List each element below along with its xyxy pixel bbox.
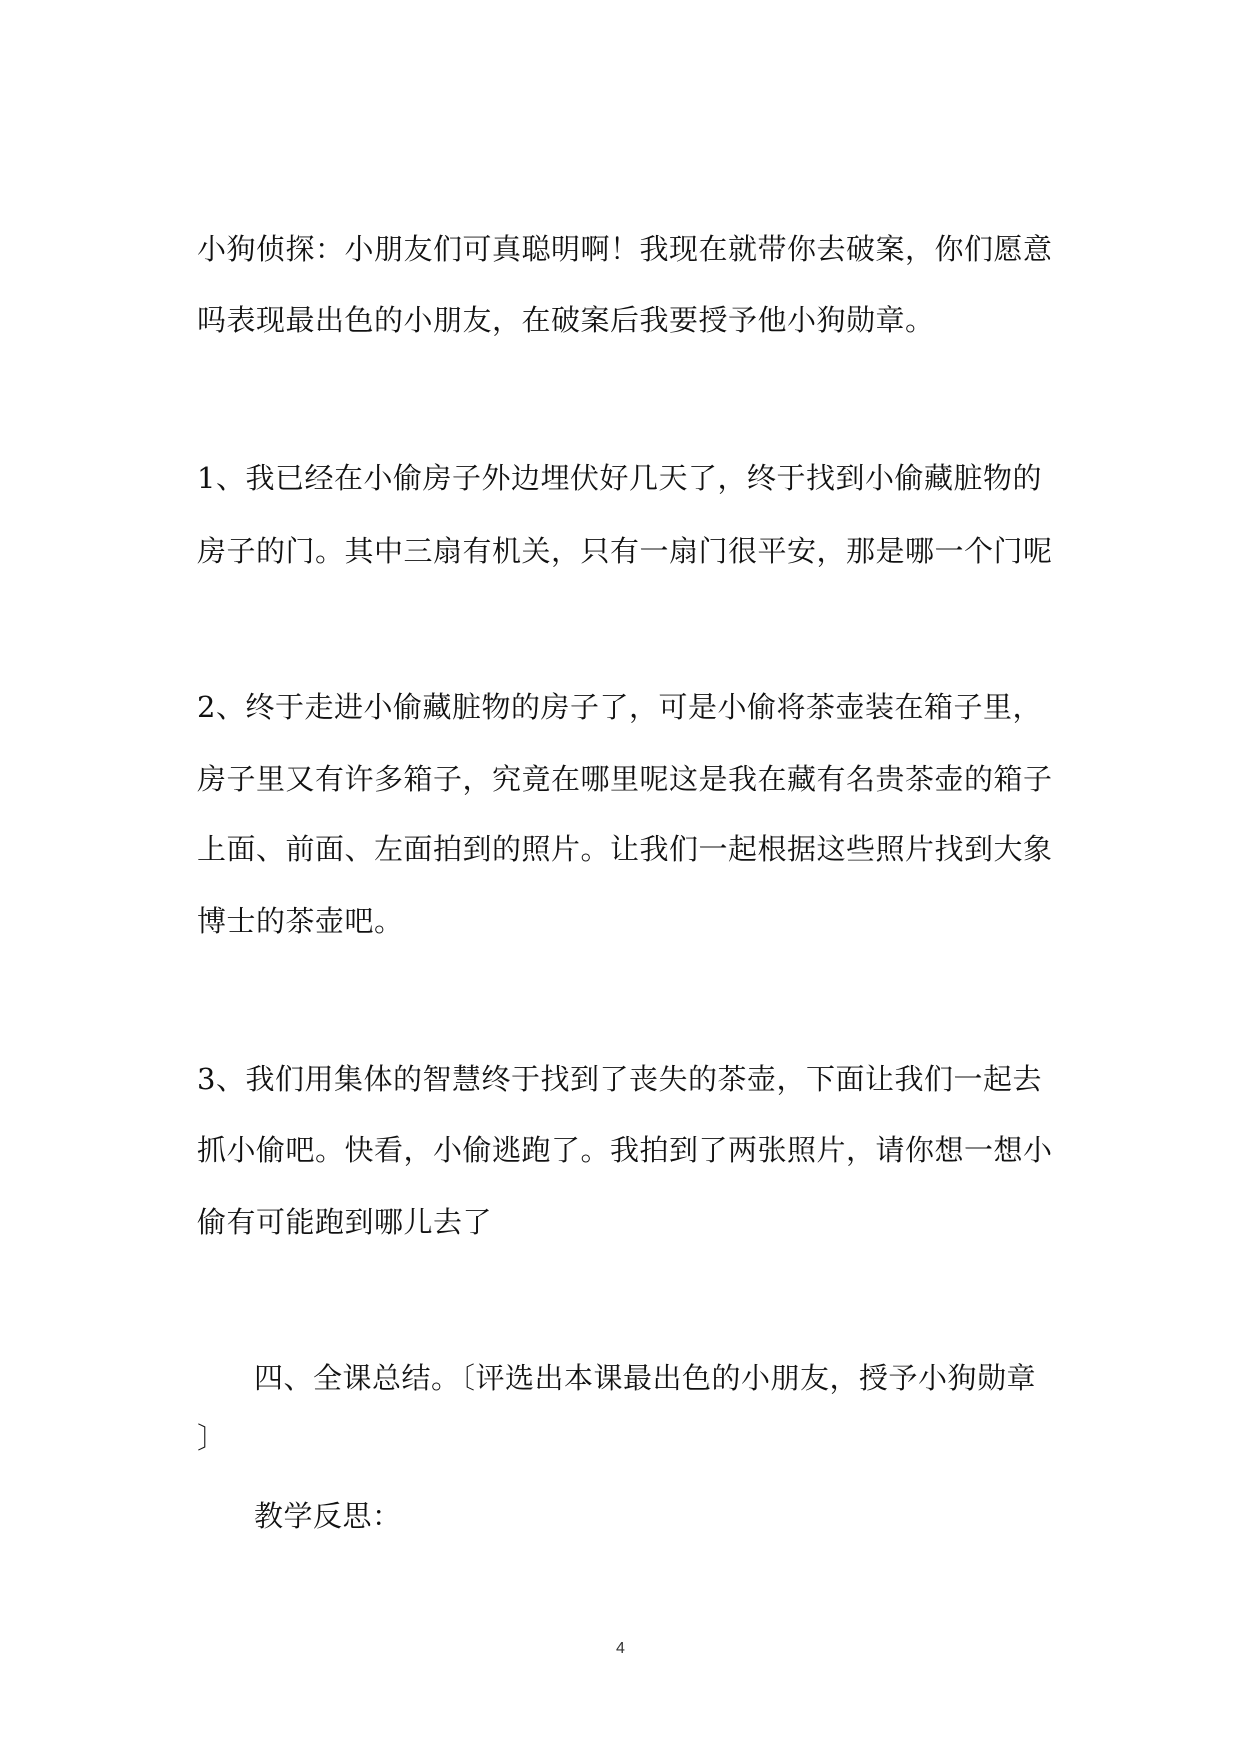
- intro-line-2: 吗表现最出色的小朋友，在破案后我要授予他小狗勋章。: [197, 303, 935, 337]
- summary-line-1: 四、全课总结。〔评选出本课最出色的小朋友，授予小狗勋章: [254, 1361, 1037, 1395]
- item3-line-2: 抓小偷吧。快看，小偷逃跑了。我拍到了两张照片，请你想一想小: [197, 1133, 1053, 1167]
- page-number: 4: [616, 1640, 625, 1657]
- item3-line-1: 3、我们用集体的智慧终于找到了丧失的茶壶，下面让我们一起去: [197, 1062, 1042, 1096]
- intro-line-1: 小狗侦探：小朋友们可真聪明啊！我现在就带你去破案，你们愿意: [197, 232, 1053, 266]
- item1-line-2: 房子的门。其中三扇有机关，只有一扇门很平安，那是哪一个门呢: [197, 534, 1053, 568]
- item3-line-3: 偷有可能跑到哪儿去了: [197, 1205, 493, 1239]
- item1-line-1: 1、我已经在小偷房子外边埋伏好几天了，终于找到小偷藏脏物的: [197, 461, 1042, 495]
- item2-line-2: 房子里又有许多箱子，究竟在哪里呢这是我在藏有名贵茶壶的箱子: [197, 762, 1053, 796]
- item2-line-3: 上面、前面、左面拍到的照片。让我们一起根据这些照片找到大象: [197, 832, 1053, 866]
- item2-line-4: 博士的茶壶吧。: [197, 904, 404, 938]
- summary-line-2: 〕: [197, 1421, 227, 1455]
- reflection-heading: 教学反思：: [254, 1499, 402, 1533]
- item2-line-1: 2、终于走进小偷藏脏物的房子了，可是小偷将茶壶装在箱子里，: [197, 690, 1042, 724]
